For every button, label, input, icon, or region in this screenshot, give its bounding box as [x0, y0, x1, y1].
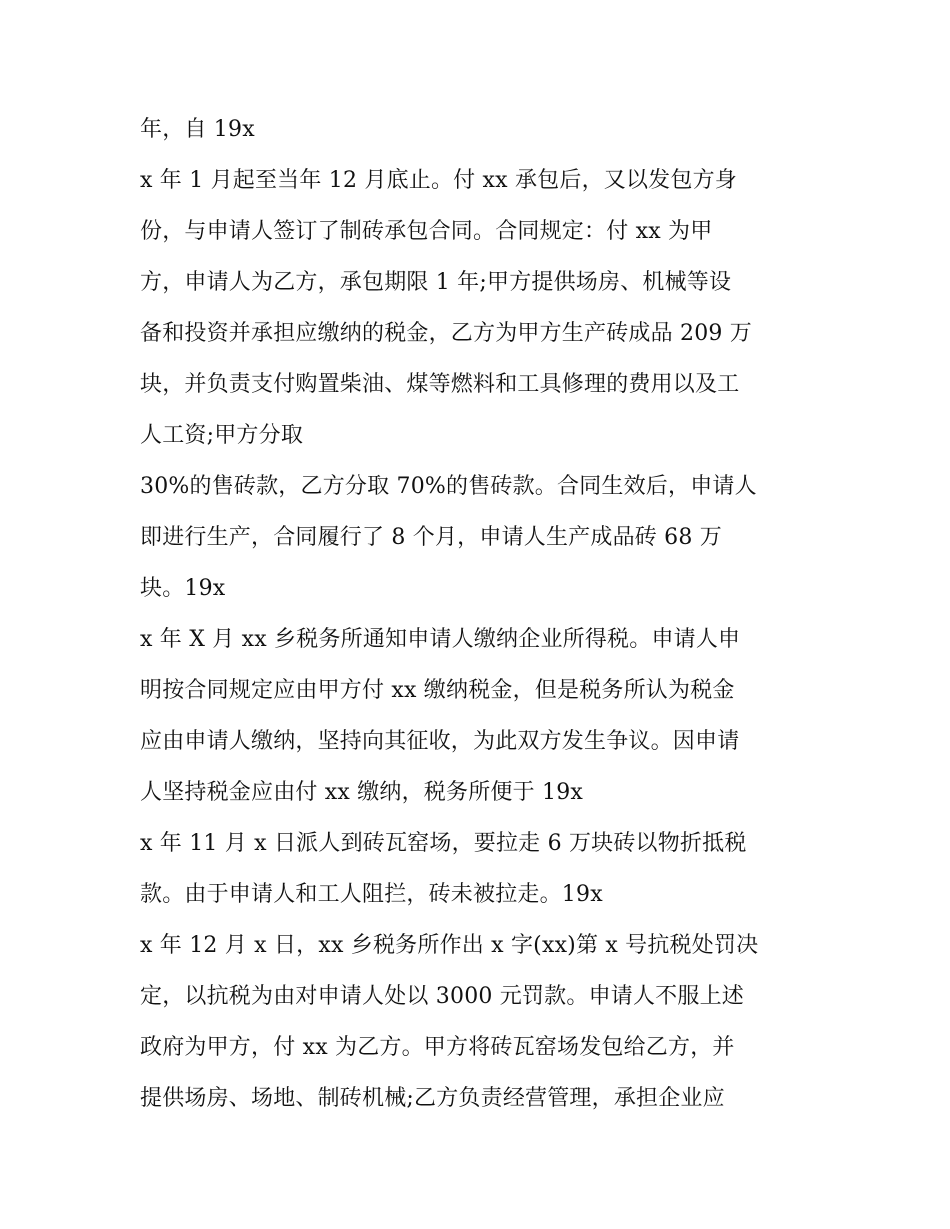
text-line-8: 30%的售砖款，乙方分取 70%的售砖款。合同生效后，申请人 — [140, 474, 757, 499]
text-line-6: 块，并负责支付购置柴油、煤等燃料和工具修理的费用以及工 — [140, 372, 740, 397]
text-line-17: x 年 12 月 x 日，xx 乡税务所作出 x 字(xx)第 x 号抗税处罚决 — [140, 933, 759, 958]
document-body — [140, 104, 830, 1124]
text-line-5: 备和投资并承担应缴纳的税金，乙方为甲方生产砖成品 209 万 — [140, 321, 752, 346]
text-line-1: 年，自 19x — [140, 117, 255, 142]
text-line-14: 人坚持税金应由付 xx 缴纳，税务所便于 19x — [140, 780, 583, 805]
text-line-2: x 年 1 月起至当年 12 月底止。付 xx 承包后，又以发包方身 — [140, 168, 737, 193]
text-line-7: 人工资;甲方分取 — [140, 423, 304, 448]
text-line-18: 定，以抗税为由对申请人处以 3000 元罚款。申请人不服上述 — [140, 984, 744, 1009]
text-line-15: x 年 11 月 x 日派人到砖瓦窑场，要拉走 6 万块砖以物折抵税 — [140, 831, 747, 856]
text-line-9: 即进行生产，合同履行了 8 个月，申请人生产成品砖 68 万 — [140, 525, 722, 550]
text-line-11: x 年 X 月 xx 乡税务所通知申请人缴纳企业所得税。申请人申 — [140, 627, 741, 652]
text-line-3: 份，与申请人签订了制砖承包合同。合同规定：付 xx 为甲 — [140, 219, 713, 244]
text-line-13: 应由申请人缴纳，坚持向其征收，为此双方发生争议。因申请 — [140, 729, 740, 754]
text-line-19: 政府为甲方，付 xx 为乙方。甲方将砖瓦窑场发包给乙方，并 — [140, 1035, 735, 1060]
text-line-20: 提供场房、场地、制砖机械;乙方负责经营管理，承担企业应 — [140, 1086, 725, 1111]
text-line-10: 块。19x — [140, 576, 226, 601]
text-line-4: 方，申请人为乙方，承包期限 1 年;甲方提供场房、机械等设 — [140, 270, 732, 295]
text-line-12: 明按合同规定应由甲方付 xx 缴纳税金，但是税务所认为税金 — [140, 678, 735, 703]
text-line-16: 款。由于申请人和工人阻拦，砖未被拉走。19x — [140, 882, 603, 907]
